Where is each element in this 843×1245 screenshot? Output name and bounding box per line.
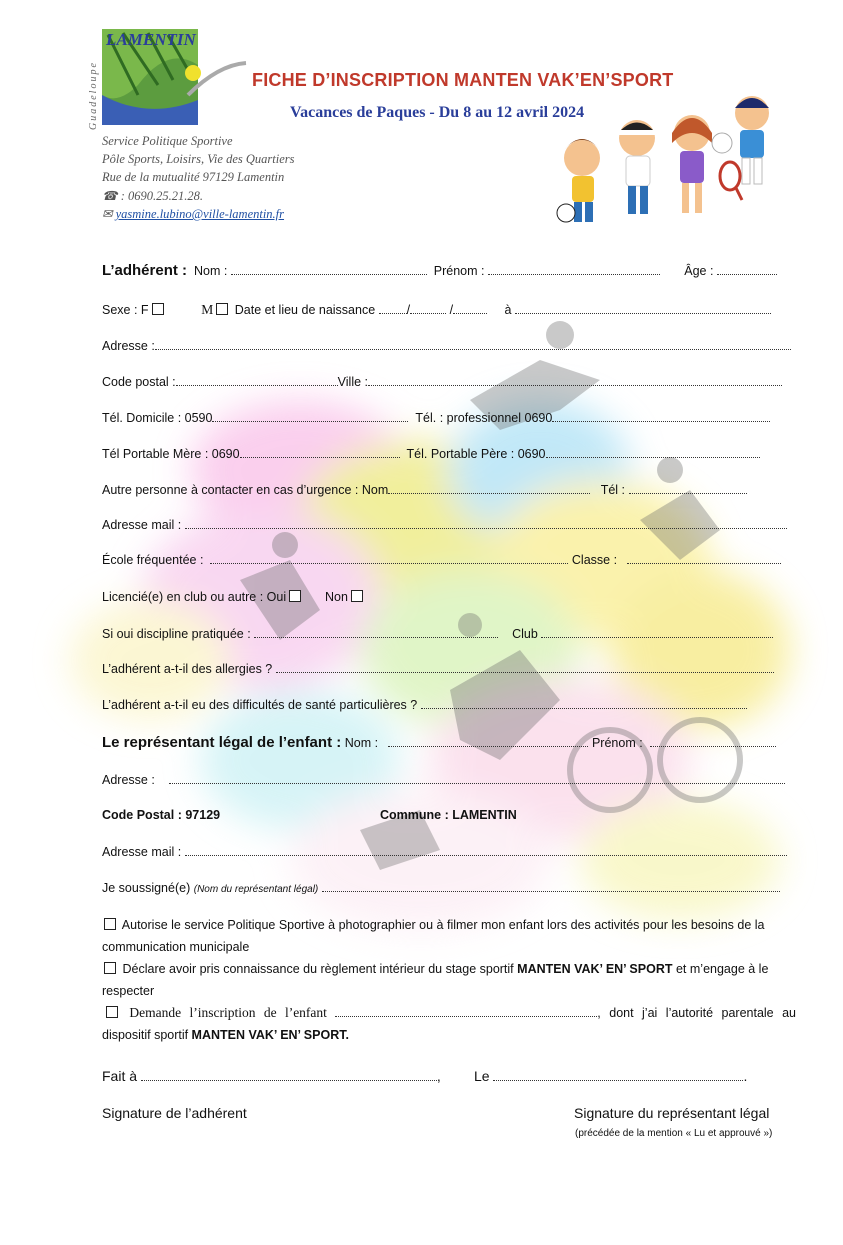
naissance-sep1: / [406,303,411,317]
consent-reglement-text-c: et m’engage à le respecter [102,962,769,998]
lamentin-logo [78,25,248,140]
signature-representant-label: Signature du représentant légal [574,1105,770,1121]
urgence-label: Autre personne à contacter en cas d’urgence : Nom [102,483,389,497]
tel-pro-field[interactable] [552,410,770,422]
rep-nom-label: Nom : [344,736,379,750]
row-sexe [102,302,771,318]
form-title: FICHE D’INSCRIPTION MANTEN VAK’EN’SPORT [252,70,674,90]
sante-field[interactable] [421,697,747,709]
club-label: Club [512,627,538,641]
adherent-heading: L’adhérent : [102,262,188,279]
allergies-field[interactable] [276,661,774,673]
discipline-field[interactable] [254,626,498,638]
soussigne-label: Je soussigné(e) [102,881,191,895]
mail-field[interactable] [185,517,787,529]
tel-pere-field[interactable] [546,446,760,458]
consent-inscription-text-a: Demande l’inscription de l’enfant [129,1005,327,1020]
licencie-non-label: Non [324,590,348,604]
naissance-jour-field[interactable] [379,302,407,314]
address-line-1: Service Politique Sportive [102,134,233,148]
sante-label: L’adhérent a-t-il eu des difficultés de santé particulières ? [102,698,418,712]
consent-reglement [102,958,796,1002]
consent-photo [102,914,796,958]
tel-domicile-field[interactable] [212,410,408,422]
licencie-non-checkbox[interactable] [351,590,363,602]
row-licencie [102,590,366,604]
phone-number: : 0690.25.21.28. [120,189,203,203]
classe-label: Classe : [571,553,618,567]
consent-reglement-text-a: Déclare avoir pris connaissance du règlement intérieur du stage sportif [122,962,514,976]
row-mail [102,517,787,532]
row-adresse [102,338,791,353]
urgence-nom-field[interactable] [388,482,590,494]
naissance-label: Date et lieu de naissance [234,303,376,317]
discipline-label: Si oui discipline pratiquée : [102,627,251,641]
sexe-f-checkbox[interactable] [152,303,164,315]
rep-adresse-field[interactable] [169,772,785,784]
row-rep-adresse [102,772,785,787]
rep-prenom-field[interactable] [650,735,776,747]
ville-label: Ville : [337,375,369,389]
consent-photo-checkbox[interactable] [104,918,116,930]
tel-domicile-label: Tél. Domicile : 0590 [102,411,213,425]
email-link[interactable]: yasmine.lubino@ville-lamentin.fr [115,207,285,221]
consent-photo-text: Autorise le service Politique Sportive à photographier ou à filmer mon enfant lors des activités pour les besoins de la communication municipale [102,918,765,954]
inscription-enfant-field[interactable] [335,1005,597,1017]
tel-mere-label: Tél Portable Mère : 0690 [102,447,240,461]
code-postal-label: Code postal : [102,375,176,389]
urgence-tel-field[interactable] [629,482,747,494]
kids-sports-illustration [552,88,797,248]
row-tel-parents [102,446,760,461]
allergies-label: L’adhérent a-t-il des allergies ? [102,662,273,676]
licencie-oui-checkbox[interactable] [289,590,301,602]
logo-side-text: Guadeloupe [88,61,99,130]
rep-nom-field[interactable] [388,735,588,747]
mail-label: Adresse mail : [102,518,182,532]
fait-field[interactable] [141,1069,437,1081]
prenom-label: Prénom : [433,264,485,278]
club-field[interactable] [541,626,773,638]
form-subtitle: Vacances de Paques - Du 8 au 12 avril 2024 [290,104,585,121]
consent-inscription [102,1002,796,1046]
row-representant-name [102,734,776,751]
row-code-postal [102,374,782,389]
consent-inscription-text-b: , dont j’ai l’autorité parentale au dispositif sportif [102,1006,796,1042]
lieu-naissance-field[interactable] [515,302,771,314]
adresse-label: Adresse : [102,339,155,353]
row-allergies [102,661,774,676]
rep-prenom-label: Prénom : [591,736,643,750]
classe-field[interactable] [627,552,781,564]
sexe-m-label: M [201,302,214,317]
row-sante [102,697,747,712]
address-line-2: Pôle Sports, Loisirs, Vie des Quartiers [102,152,295,166]
rep-code-postal: Code Postal : 97129 [102,808,221,822]
age-field[interactable] [717,263,777,275]
consent-inscription-text-c: MANTEN VAK’ EN’ SPORT. [191,1028,349,1042]
nom-field[interactable] [231,263,427,275]
ville-field[interactable] [368,374,782,386]
row-discipline [102,626,773,641]
row-rep-commune [380,808,517,822]
le-field[interactable] [493,1069,743,1081]
tel-mere-field[interactable] [240,446,400,458]
le-end: . [743,1068,748,1084]
signature-adherent-label: Signature de l’adhérent [102,1105,247,1121]
naissance-annee-field[interactable] [453,302,487,314]
row-adherent-name [102,262,777,279]
envelope-icon: ✉ [102,207,113,221]
phone-icon: ☎ [102,189,118,203]
rep-commune: Commune : LAMENTIN [380,808,517,822]
rep-mail-field[interactable] [185,844,787,856]
naissance-a-label: à [504,303,512,317]
soussigne-note: (Nom du représentant légal) [193,884,319,895]
rep-adresse-label: Adresse : [102,773,155,787]
rep-mail-label: Adresse mail : [102,845,182,859]
consent-inscription-checkbox[interactable] [106,1006,118,1018]
representant-heading: Le représentant légal de l’enfant : [102,734,342,751]
prenom-field[interactable] [488,263,660,275]
naissance-sep2: / [449,303,454,317]
ecole-field[interactable] [210,552,568,564]
le-label: Le [474,1068,490,1084]
row-rep-code-postal [102,808,220,822]
row-tel-domicile [102,410,770,425]
email-line [102,206,284,222]
row-urgence [102,482,747,497]
code-postal-field[interactable] [176,374,338,386]
signature-representant-note: (précédée de la mention « Lu et approuvé ») [575,1128,773,1139]
phone-line [102,188,203,204]
row-rep-mail [102,844,787,859]
address-line-3: Rue de la mutualité 97129 Lamentin [102,170,285,184]
adresse-field[interactable] [155,338,791,350]
fait-comma: , [436,1068,441,1084]
tel-pere-label: Tél. Portable Père : 0690 [406,447,546,461]
urgence-tel-label: Tél : [600,483,626,497]
row-fait [102,1068,441,1084]
consent-reglement-checkbox[interactable] [104,962,116,974]
licencie-label: Licencié(e) en club ou autre : Oui [102,590,287,604]
row-soussigne [102,880,780,895]
row-le [474,1068,747,1084]
row-ecole [102,552,781,567]
sexe-m-checkbox[interactable] [216,303,228,315]
logo-text: LAMENTIN [106,30,196,49]
naissance-mois-field[interactable] [410,302,446,314]
tel-pro-label: Tél. : professionnel 0690 [415,411,553,425]
soussigne-field[interactable] [322,880,780,892]
sexe-f-label: Sexe : F [102,303,149,317]
consent-reglement-text-b: MANTEN VAK’ EN’ SPORT [517,962,673,976]
fait-label: Fait à [102,1068,138,1084]
ecole-label: École fréquentée : [102,553,204,567]
nom-label: Nom : [193,264,228,278]
age-label: Âge : [684,264,714,278]
